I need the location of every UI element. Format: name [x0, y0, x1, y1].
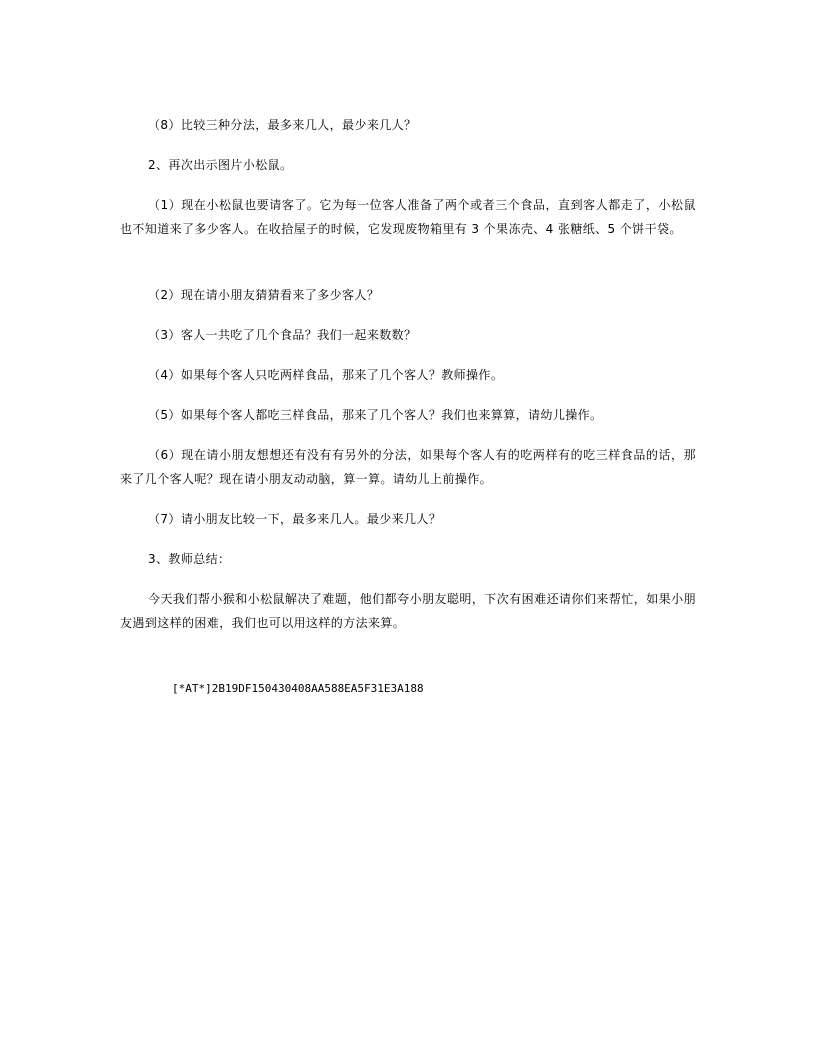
summary-paragraph: 今天我们帮小猴和小松鼠解决了难题，他们都夸小朋友聪明，下次有困难还请你们来帮忙，如果小朋友遇到这样的困难，我们也可以用这样的方法来算。: [120, 592, 696, 630]
section-heading-3: 3、教师总结：: [148, 552, 231, 566]
paragraph-item-1: （1）现在小松鼠也要请客了。它为每一位客人准备了两个或者三个食品，直到客人都走了，小松鼠也不知道来了多少客人。在收拾屋子的时候，它发现废物箱里有 3 个果冻壳、4 张糖纸、5 个饼干袋。: [120, 198, 696, 236]
paragraph-item-5: （5）如果每个客人都吃三样食品，那来了几个客人？我们也来算算，请幼儿操作。: [148, 408, 603, 422]
paragraph-item-2: （2）现在请小朋友猜猜看来了多少客人？: [148, 288, 380, 302]
paragraph-item-6: （6）现在请小朋友想想还有没有有另外的分法，如果每个客人有的吃两样有的吃三样食品的话，那来了几个客人呢？现在请小朋友动动脑，算一算。请幼儿上前操作。: [120, 448, 696, 486]
footer-code: [*AT*]2B19DF150430408AA588EA5F31E3A188: [172, 682, 424, 695]
paragraph-item-3: （3）客人一共吃了几个食品？我们一起来数数？: [148, 328, 417, 342]
paragraph-item-4: （4）如果每个客人只吃两样食品，那来了几个客人？教师操作。: [148, 368, 504, 382]
section-heading-2: 2、再次出示图片小松鼠。: [148, 158, 293, 172]
paragraph-item-8: （8）比较三种分法，最多来几人，最少来几人？: [148, 118, 417, 132]
paragraph-item-7: （7）请小朋友比较一下，最多来几人。最少来几人？: [148, 512, 442, 526]
